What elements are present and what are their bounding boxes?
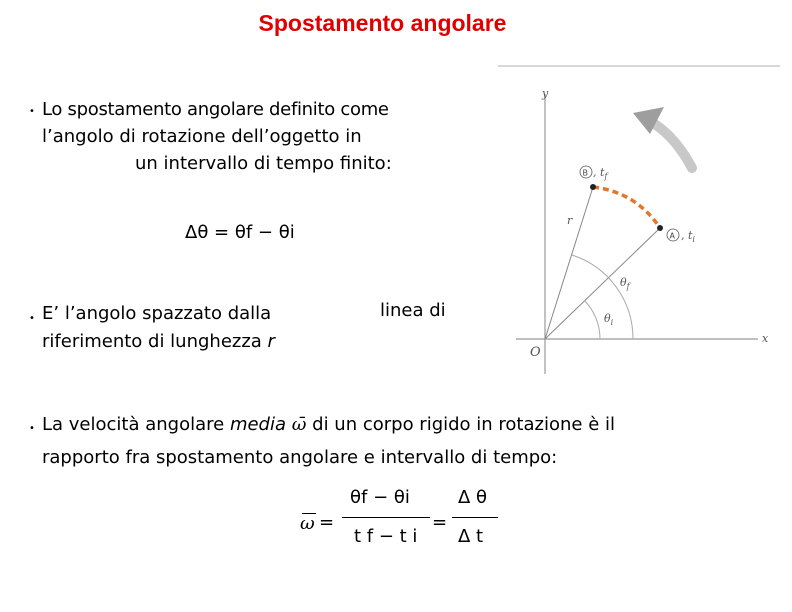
x-axis-label: x xyxy=(762,332,769,345)
denominator-2: Δ t xyxy=(458,526,484,547)
point-a-time: , $t_i$ xyxy=(681,229,695,244)
equals-sign-2: = xyxy=(432,512,448,533)
paragraph-swept-angle-line1b xyxy=(380,297,446,324)
paragraph-swept-angle-line1 xyxy=(42,300,271,327)
rotation-diagram xyxy=(496,64,781,380)
point-a-letter: A xyxy=(669,231,675,241)
theta-i-arc xyxy=(584,300,600,339)
theta-f-arc xyxy=(572,255,633,339)
origin-label: O xyxy=(530,345,541,360)
rotation-arrow-body xyxy=(648,120,692,168)
bullet-3: • xyxy=(29,423,35,434)
point-a xyxy=(657,225,663,231)
angular-velocity-media: media xyxy=(229,414,287,435)
theta-i-label: $\theta_i$ xyxy=(604,312,614,327)
equation-delta-theta: Δθ = θf − θi xyxy=(185,222,295,243)
definition-line-3: un intervallo di tempo finito: xyxy=(135,153,392,174)
bullet-2: • xyxy=(29,313,35,324)
y-axis-label: y xyxy=(542,87,549,100)
swept-angle-text-c: riferimento di lunghezza xyxy=(42,331,268,352)
point-b xyxy=(590,184,596,190)
fraction-bar-2 xyxy=(452,517,498,518)
equals-sign-1: = xyxy=(319,512,335,533)
point-b-time: , $t_f$ xyxy=(593,166,608,181)
slide-title: Spostamento angolare xyxy=(258,10,507,36)
paragraph-angular-velocity-line1 xyxy=(42,411,615,438)
angular-velocity-text-e: rapporto fra spostamento angolare e intervallo di tempo: xyxy=(42,447,558,468)
radius-symbol: r xyxy=(267,331,275,352)
paragraph-definition xyxy=(42,96,452,177)
paragraph-swept-angle-line2 xyxy=(42,328,275,355)
fraction-bar-1 xyxy=(342,517,430,518)
swept-angle-text-b: linea di xyxy=(380,300,446,321)
swept-angle-text-a: E’ l’angolo spazzato dalla xyxy=(42,303,272,324)
omega-lhs: ω xyxy=(300,513,315,534)
theta-f-label: $\theta_f$ xyxy=(620,276,630,291)
point-b-letter: B xyxy=(582,168,588,178)
denominator-1: t f − t i xyxy=(354,526,418,547)
rotation-figure xyxy=(496,64,781,380)
definition-line-1: Lo spostamento angolare definito come xyxy=(42,99,389,120)
omega-bar-symbol: ω̄ xyxy=(286,414,313,435)
angular-velocity-text-d: di un corpo rigido in rotazione è il xyxy=(312,414,615,435)
numerator-1: θf − θi xyxy=(350,487,410,508)
definition-line-2: l’angolo di rotazione dell’oggetto in xyxy=(42,126,362,147)
paragraph-angular-velocity-line2 xyxy=(42,444,557,471)
bullet-1: • xyxy=(29,106,35,117)
r-label: r xyxy=(567,214,573,227)
angular-velocity-text-a: La velocità angolare xyxy=(42,414,230,435)
numerator-2: Δ θ xyxy=(458,487,488,508)
motion-arc xyxy=(593,187,660,228)
